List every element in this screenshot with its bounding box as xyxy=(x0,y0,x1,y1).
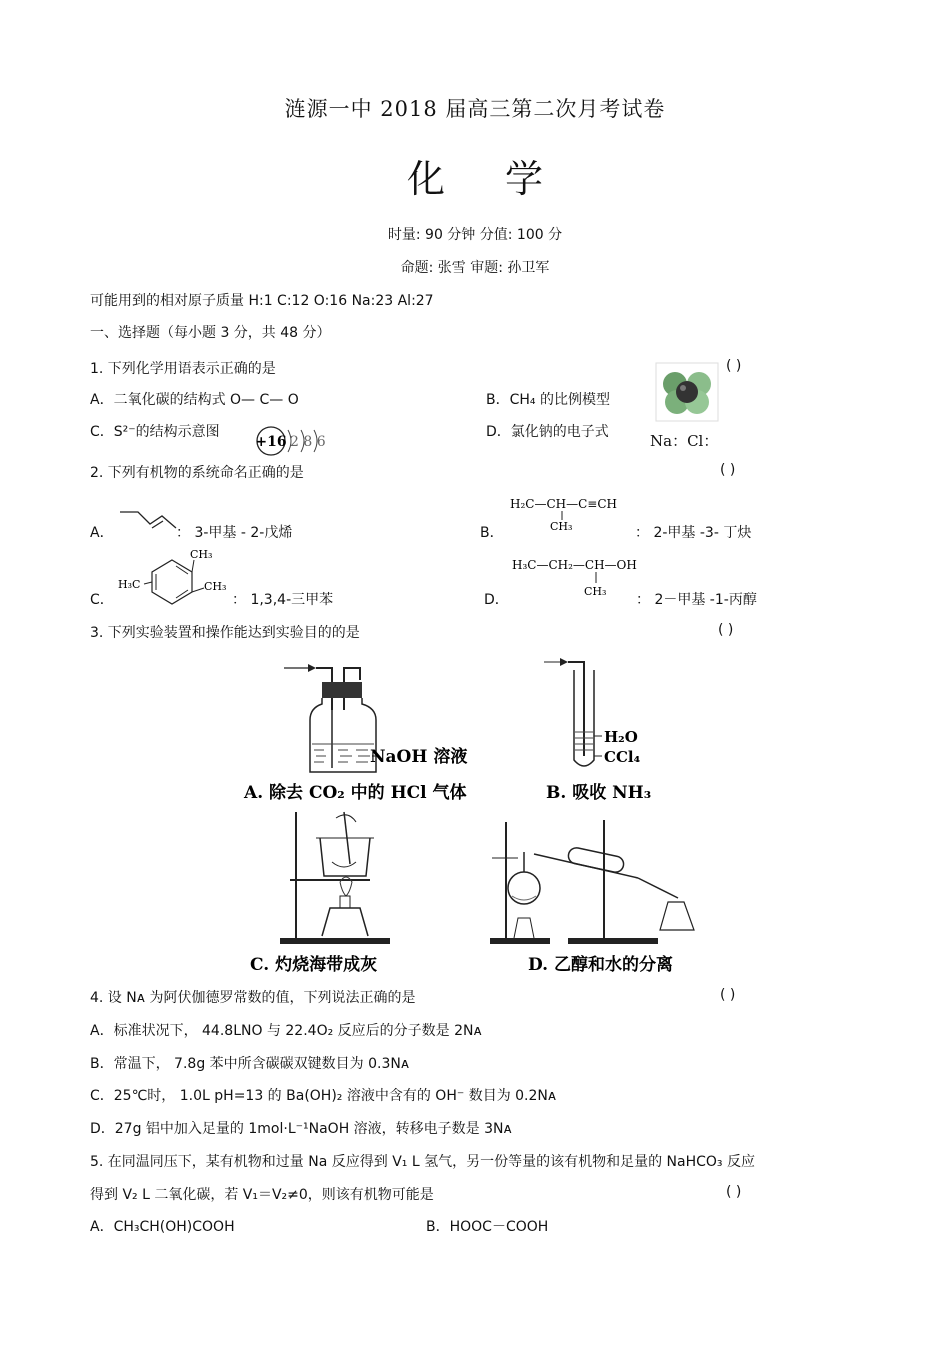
q5-option-a: A．CH₃CH(OH)COOH xyxy=(90,1219,235,1235)
apparatus-b-caption: B. 吸收 NH₃ xyxy=(546,783,652,803)
q5-answer-paren: ( ) xyxy=(726,1184,742,1200)
q2-c-h3c: H₃C xyxy=(118,578,141,591)
q4-option-d: D．27g 铝中加入足量的 1mol·L⁻¹NaOH 溶液，转移电子数是 3Nᴀ xyxy=(90,1121,512,1137)
apparatus-d-distillation xyxy=(488,818,728,978)
q2-option-b-name: ： 2-甲基 -3- 丁炔 xyxy=(635,525,752,541)
ccl4-label: CCl₄ xyxy=(604,748,641,766)
apparatus-c-caption: C. 灼烧海带成灰 xyxy=(250,955,378,975)
q1-answer-paren: ( ) xyxy=(726,358,742,374)
q4-option-a: A．标准状况下， 44.8LNO 与 22.4O₂ 反应后的分子数是 2Nᴀ xyxy=(90,1023,482,1039)
q2-option-c-name: ： 1,3,4-三甲苯 xyxy=(232,592,334,608)
q3-answer-paren: ( ) xyxy=(718,622,734,638)
electron-shells-label: 2 8 6 xyxy=(290,434,326,450)
s2-ion-structure-diagram xyxy=(254,424,334,458)
q4-option-b: B．常温下， 7.8g 苯中所含碳碳双键数目为 0.3Nᴀ xyxy=(90,1056,410,1072)
nucleus-label: +16 xyxy=(255,434,287,450)
q2-option-a-label: A． xyxy=(90,525,114,541)
q1-option-a: A．二氧化碳的结构式 O— C— O xyxy=(90,392,299,408)
h2o-label: H₂O xyxy=(604,728,638,746)
q2-c-ch3-top: CH₃ xyxy=(190,548,213,561)
q2-answer-paren: ( ) xyxy=(720,462,736,478)
apparatus-a-gas-washing-bottle xyxy=(244,660,474,810)
section-heading: 一、选择题（每小题 3 分，共 48 分） xyxy=(90,325,331,341)
q5-stem-line2: 得到 V₂ L 二氧化碳，若 V₁＝V₂≠0，则该有机物可能是 xyxy=(90,1187,434,1203)
q2-d-structure xyxy=(512,555,642,601)
q4-stem: 4. 设 Nᴀ 为阿伏伽德罗常数的值，下列说法正确的是 xyxy=(90,990,416,1006)
q2-b-branch: CH₃ xyxy=(550,520,573,533)
apparatus-c-crucible-burner xyxy=(250,808,410,978)
apparatus-b-test-tube xyxy=(540,656,680,806)
q5-option-b: B．HOOC－COOH xyxy=(426,1219,549,1235)
apparatus-a-caption: A. 除去 CO₂ 中的 HCl 气体 xyxy=(244,783,467,803)
q4-option-c: C．25℃时， 1.0L pH=13 的 Ba(OH)₂ 溶液中含有的 OH⁻ 数目为 0.2Nᴀ xyxy=(90,1088,557,1104)
subject-title: 化学 xyxy=(406,157,603,201)
q1-option-d: D．氯化钠的电子式 xyxy=(486,424,609,440)
q1-stem: 1. 下列化学用语表示正确的是 xyxy=(90,361,276,377)
q1-option-b: B．CH₄ 的比例模型 xyxy=(486,392,610,408)
ch4-space-filling-model xyxy=(655,362,719,422)
q2-a-skeletal-structure xyxy=(118,506,178,534)
time-info: 时量: 90 分钟 分值: 100 分 xyxy=(387,227,563,243)
q2-c-benzene-structure xyxy=(118,546,236,606)
q1-option-c: C．S²⁻的结构示意图 xyxy=(90,424,220,440)
q3-stem: 3. 下列实验装置和操作能达到实验目的的是 xyxy=(90,625,360,641)
exam-title: 涟源一中 2018 届高三第二次月考试卷 xyxy=(284,97,666,121)
q2-b-formula: H₂C—CH—C≡CH xyxy=(510,497,617,511)
q5-stem-line1: 5. 在同温同压下，某有机物和过量 Na 反应得到 V₁ L 氢气，另一份等量的该有机物和足量的 NaHCO₃ 反应 xyxy=(90,1154,755,1170)
q2-d-branch: CH₃ xyxy=(584,585,607,598)
atomic-mass-line: 可能用到的相对原子质量 H:1 C:12 O:16 Na:23 Al:27 xyxy=(90,293,434,309)
q4-answer-paren: ( ) xyxy=(720,987,736,1003)
apparatus-d-caption: D. 乙醇和水的分离 xyxy=(528,955,673,975)
q2-d-formula: H₃C—CH₂—CH—OH xyxy=(512,558,637,572)
nacl-electron-formula: Na：Cl： xyxy=(650,432,719,450)
q2-option-c-label: C． xyxy=(90,592,114,608)
q2-c-ch3-right: CH₃ xyxy=(204,580,227,593)
q2-option-d-label: D． xyxy=(484,592,509,608)
q2-stem: 2. 下列有机物的系统命名正确的是 xyxy=(90,465,304,481)
q2-option-a-name: ： 3-甲基 - 2-戊烯 xyxy=(176,525,293,541)
q2-option-b-label: B． xyxy=(480,525,504,541)
q2-b-structure xyxy=(510,494,640,534)
q2-option-d-name: ： 2－甲基 -1-丙醇 xyxy=(636,592,757,608)
naoh-solution-label: NaOH 溶液 xyxy=(370,747,468,767)
author-info: 命题: 张雪 审题: 孙卫军 xyxy=(400,260,550,276)
